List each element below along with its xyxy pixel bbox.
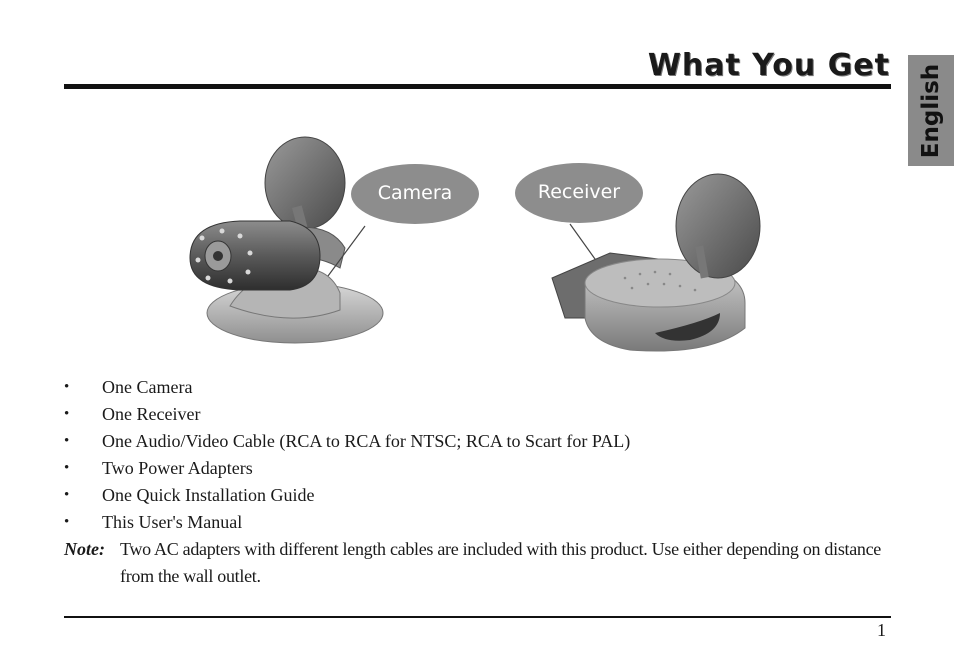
- camera-label: Camera: [377, 182, 453, 204]
- list-item-text: One Audio/Video Cable (RCA to RCA for NTSC; RCA to Scart for PAL): [102, 431, 631, 451]
- list-item-text: One Camera: [102, 377, 193, 397]
- list-item: [64, 401, 894, 428]
- receiver-dish: [676, 174, 760, 278]
- bullet-icon: •: [64, 406, 70, 422]
- bullet-icon: •: [64, 379, 70, 395]
- bullet-icon: •: [64, 514, 70, 530]
- bullet-icon: •: [64, 433, 70, 449]
- bullet-icon: •: [64, 460, 70, 476]
- list-item-text: This User's Manual: [102, 512, 243, 532]
- list-item: [64, 482, 894, 509]
- list-item-text: One Quick Installation Guide: [102, 485, 315, 505]
- product-drawing: [170, 128, 770, 363]
- receiver-label: Receiver: [537, 181, 621, 203]
- language-tab: [908, 55, 954, 166]
- list-item-text: Two Power Adapters: [102, 458, 253, 478]
- language-tab-label: English: [918, 63, 945, 158]
- camera-dish: [265, 137, 345, 229]
- title-rule: [64, 84, 891, 89]
- note-text: Two AC adapters with different length cables are included with this product. Use either depending on distance from the wall outlet.: [120, 539, 881, 586]
- product-illustration: [170, 128, 770, 363]
- footer-rule: [64, 616, 891, 618]
- list-item: [64, 509, 894, 536]
- note-label: Note:: [64, 539, 105, 559]
- list-item: [64, 374, 894, 401]
- bullet-icon: •: [64, 487, 70, 503]
- list-item: [64, 428, 894, 455]
- contents-list: [64, 374, 894, 536]
- list-item: [64, 455, 894, 482]
- page-title: What You Get: [647, 48, 890, 83]
- page-number: 1: [877, 620, 886, 640]
- list-item-text: One Receiver: [102, 404, 201, 424]
